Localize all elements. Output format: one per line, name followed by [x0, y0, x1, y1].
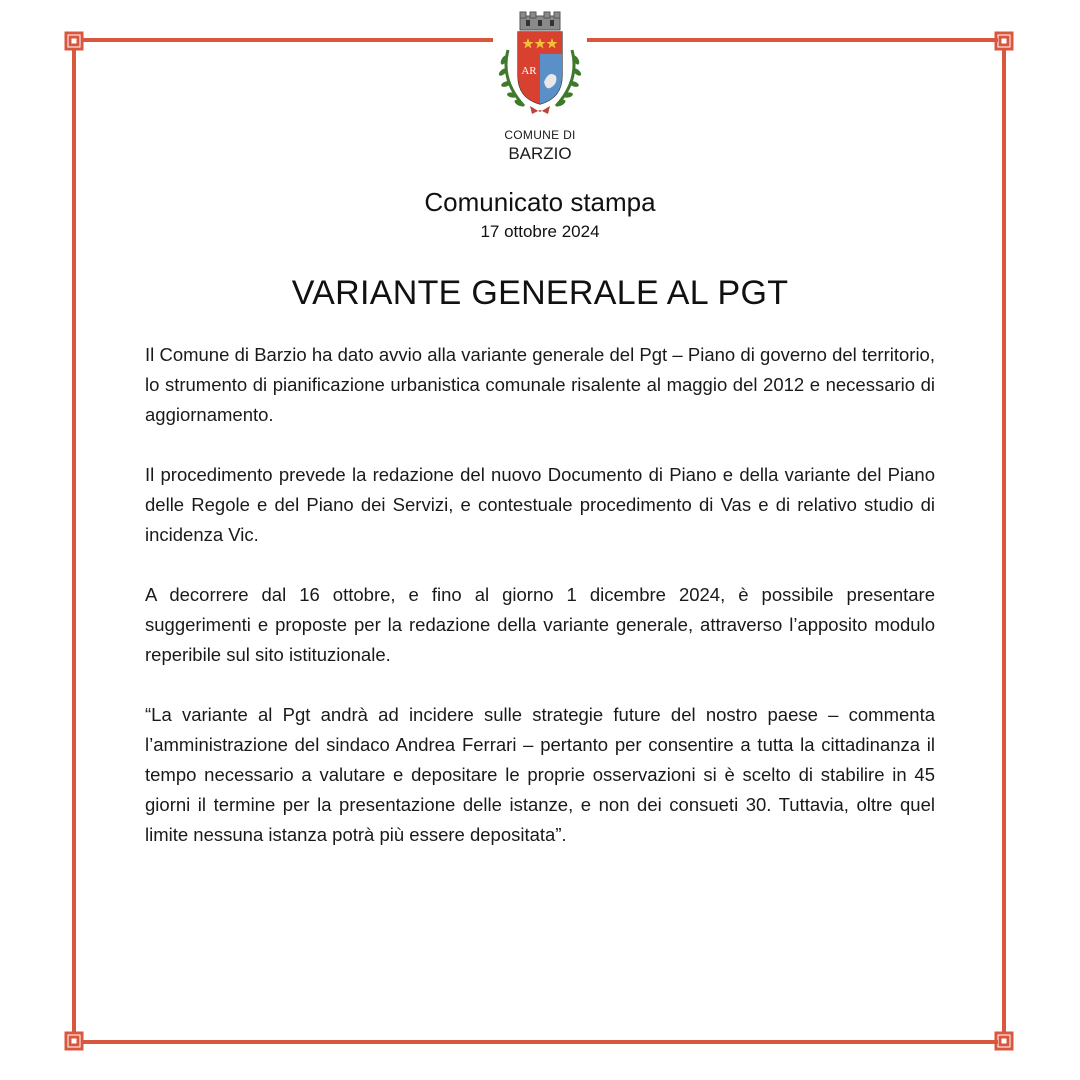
paragraph: Il Comune di Barzio ha dato avvio alla variante generale del Pgt – Piano di governo del territorio, lo strumento di pianificazione urbanistica comunale risalente al maggio del 2012 e necessario di aggiornamento.: [145, 344, 935, 425]
document-date: 17 ottobre 2024: [480, 222, 600, 241]
page-title: VARIANTE GENERALE AL PGT: [291, 274, 789, 312]
paragraph: “La variante al Pgt andrà ad incidere sulle strategie future del nostro paese – commenta l’amministrazione del sindaco Andrea Ferrari – pertanto per consentire a tutta la cittadinanza il tempo necessario a valutare e depositare le proprie osservazioni si è scelto di stabilire in 45 giorni il termine per la presentazione delle istanze, e non dei consueti 30. Tuttavia, oltre quel limite nessuna istanza potrà più essere depositata”.: [145, 704, 935, 845]
document-type: Comunicato stampa: [424, 187, 656, 217]
paragraph: A decorrere dal 16 ottobre, e fino al giorno 1 dicembre 2024, è possibile presentare suggerimenti e proposte per la redazione della variante generale, attraverso l’apposito modulo reperibile sul sito istituzionale.: [145, 584, 935, 665]
paragraph: Il procedimento prevede la redazione del nuovo Documento di Piano e della variante del Piano delle Regole e del Piano dei Servizi, e contestuale procedimento di Vas e di relativo studio di incidenza Vic.: [145, 464, 935, 545]
organization-label: COMUNE DI: [504, 128, 576, 142]
press-release-body: [145, 340, 935, 880]
crest-letters: AR: [521, 65, 537, 77]
organization-name: BARZIO: [508, 144, 572, 163]
coat-of-arms-icon: [494, 10, 586, 122]
